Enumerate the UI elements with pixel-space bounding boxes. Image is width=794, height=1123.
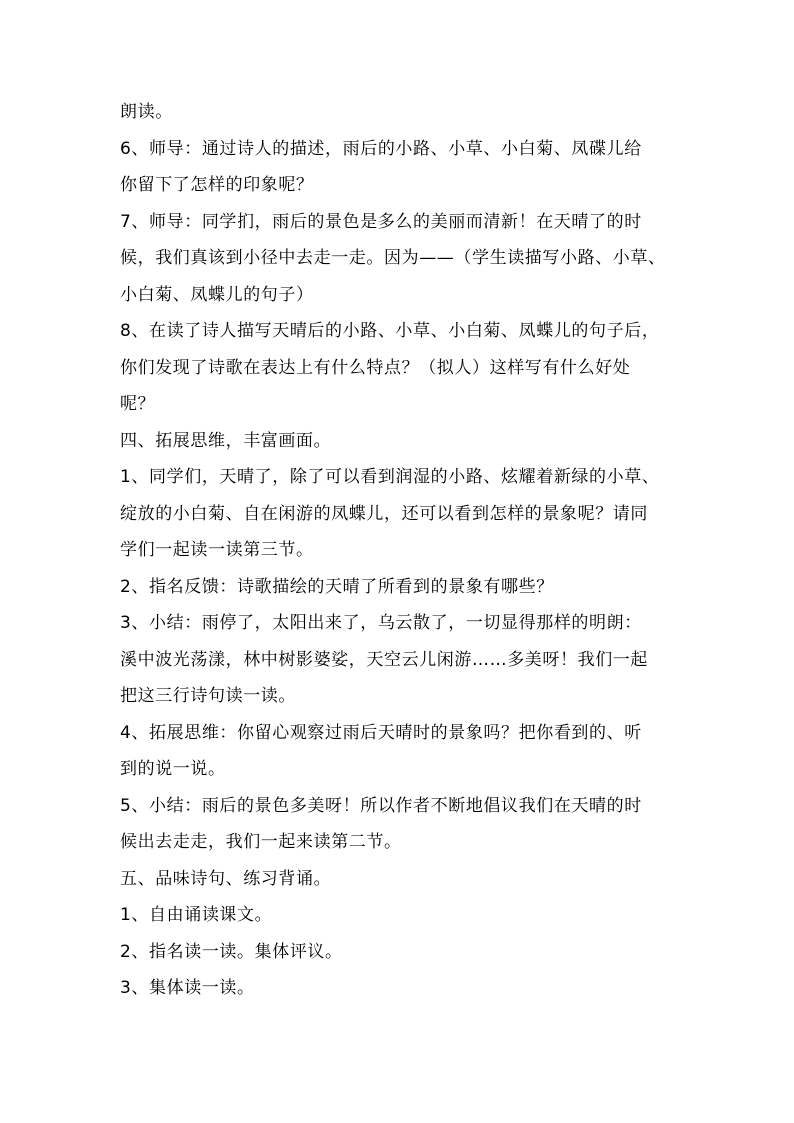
text-line: 2、指名反馈：诗歌描绘的天晴了所看到的景象有哪些？ — [120, 576, 554, 597]
text-line: 5、小结：雨后的景色多美呀！所以作者不断地倡议我们在天晴的时 — [120, 795, 642, 816]
section-heading: 五、品味诗句、练习背诵。 — [120, 868, 332, 889]
text-line: 3、小结：雨停了，太阳出来了，乌云散了，一切显得那样的明朗： — [120, 613, 642, 633]
section-heading: 四、拓展思维，丰富画面。 — [120, 430, 332, 451]
text-line: 2、指名读一读。集体评议。 — [120, 941, 343, 962]
text-line: 绽放的小白菊、自在闲游的凤蝶儿，还可以看到怎样的景象呢？请同 — [120, 503, 648, 524]
text-line: 把这三行诗句读一读。 — [120, 686, 296, 706]
text-line: 溪中波光荡漾，林中树影婆娑，天空云儿闲游……多美呀！我们一起 — [120, 649, 648, 670]
text-line: 7、师导：同学扪，雨后的景色是多么的美丽而清新！在天晴了的时 — [120, 211, 642, 232]
text-line: 8、在读了诗人描写天晴后的小路、小草、小白菊、凤蝶儿的句子后， — [120, 321, 660, 341]
text-line: 你们发现了诗歌在表达上有什么特点？（拟人）这样写有什么好处 — [120, 357, 631, 378]
document-body — [120, 94, 676, 1007]
text-line: 候出去走走，我们一起来读第二节。 — [120, 832, 402, 852]
text-line: 1、同学们，天晴了，除了可以看到润湿的小路、炫耀着新绿的小草、 — [120, 467, 660, 487]
text-line: 候，我们真该到小径中去走一走。因为——（学生读描写小路、小草、 — [120, 248, 666, 268]
text-line: 学们一起读一读第三节。 — [120, 540, 314, 560]
text-line: 朗读。 — [120, 102, 173, 122]
text-line: 4、拓展思维：你留心观察过雨后天晴时的景象吗？把你看到的、听 — [120, 722, 642, 743]
text-line: 3、集体读一读。 — [120, 978, 255, 998]
text-line: 6、师导：通过诗人的描述，雨后的小路、小草、小白菊、凤碟儿给 — [120, 138, 642, 159]
text-line: 小白菊、凤蝶儿的句子） — [120, 284, 314, 305]
text-line: 到的说一说。 — [120, 759, 226, 779]
text-line: 呢？ — [120, 394, 156, 414]
text-line: 1、自由诵读课文。 — [120, 905, 273, 925]
text-line: 你留下了怎样的印象呢？ — [120, 175, 314, 195]
